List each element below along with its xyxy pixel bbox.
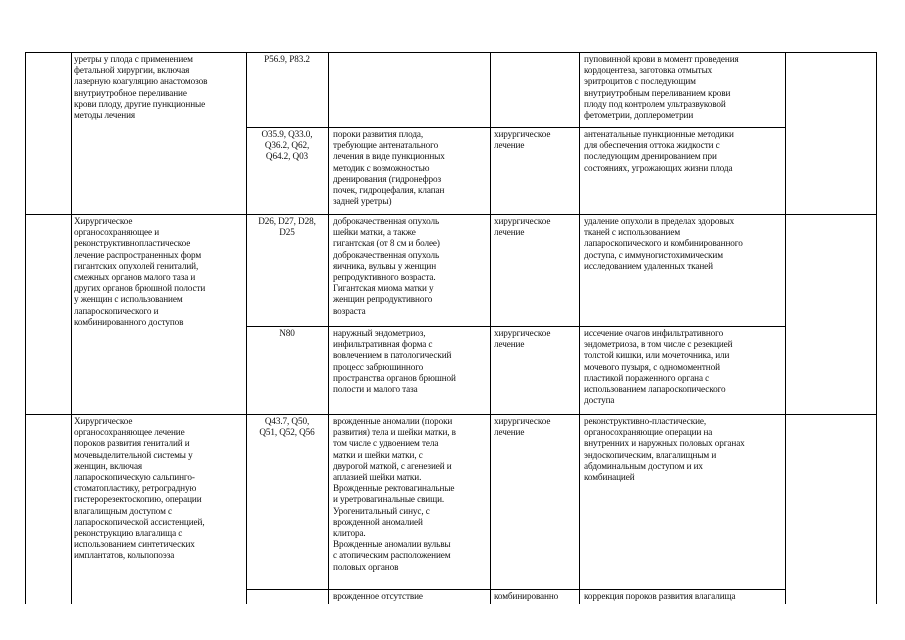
- icd-codes-cell: O35.9, Q33.0, Q36.2, Q62, Q64.2, Q03: [261, 129, 313, 162]
- procedure-name-cell: уретры у плода с применением фетальной хирургии, включая лазерную коагуляцию анастомозов внутриутробное переливание крови плоду, другие пункционные методы лечения: [74, 54, 208, 121]
- table-top-border: [25, 52, 876, 53]
- patient-model-cell: пороки развития плода, требующие антенатального лечения в виде пункционных методик с возможностью дренирования (гидронефроз почек, гидроцефалия, клапан задней уретры): [333, 129, 445, 207]
- table-right-border: [876, 52, 877, 604]
- row-divider: [25, 214, 876, 215]
- subrow-divider: [246, 326, 785, 327]
- table-left-border: [25, 52, 26, 604]
- column-divider: [71, 52, 72, 604]
- treatment-type-cell: хирургическое лечение: [494, 416, 551, 438]
- treatment-type-cell: хирургическое лечение: [494, 216, 551, 238]
- treatment-method-cell: реконструктивно-пластические, органосохраняющие операции на внутренних и наружных половых органах эндоскопическим, влагалищным и абдоминальным доступом и их комбинацией: [584, 416, 745, 483]
- patient-model-cell: врожденные аномалии (пороки развития) тела и шейки матки, в том числе с удвоением тела матки и шейки матки, с двурогой маткой, с агенезией и аплазией шейки матки. Врожденные ректовагинальные и уретровагинальные свищи. Урогенитальный синус, с врожденной аномалией клитора. Врожденные аномалии вульвы с атопическим расположением половых органов: [333, 416, 456, 572]
- treatment-type-cell: комбинированно: [494, 591, 559, 601]
- row-divider: [25, 414, 876, 415]
- treatment-method-cell: удаление опухоли в пределах здоровых тканей с использованием лапароскопического и комбинированного доступа, с иммуногистохимическим исследованием удаленных тканей: [584, 216, 743, 271]
- subrow-divider: [246, 589, 785, 590]
- column-divider: [579, 52, 580, 604]
- patient-model-cell: врожденное отсутствие: [333, 591, 423, 601]
- treatment-method-cell: антенатальные пункционные методики для обеспечения оттока жидкости с последующим дренированием при состояниях, угрожающих жизни плода: [584, 129, 734, 173]
- procedure-name-cell: Хирургическое органосохраняющее лечение пороков развития гениталий и мочевыделительной системы у женщин, включая лапароскопическую сальпинго- стоматопластику, ретроградную гистерорезектоскопию, операции влагалищным доступом с лапароскопической ассистенцией, реконструкцию влагалища с использованием синтетических имплантатов, кольпопоэза: [74, 416, 205, 561]
- column-divider: [785, 52, 786, 604]
- icd-codes-cell: P56.9, P83.2: [264, 54, 310, 64]
- icd-codes-cell: Q43.7, Q50, Q51, Q52, Q56: [259, 416, 315, 438]
- treatment-type-cell: хирургическое лечение: [494, 129, 551, 151]
- treatment-method-cell: иссечение очагов инфильтративного эндометриоза, в том числе с резекцией толстой кишки, или мочеточника, или мочевого пузыря, с одномоментной пластикой пораженного органа с использованием лапароскопического доступа: [584, 328, 733, 406]
- patient-model-cell: наружный эндометриоз, инфильтративная форма с вовлечением в патологический процесс забрюшинного пространства органов брюшной полости и малого таза: [333, 328, 456, 395]
- column-divider: [490, 52, 491, 604]
- treatment-method-cell: пуповинной крови в момент проведения кордоцентеза, заготовка отмытых эритроцитов с последующим внутриутробным переливанием крови плоду под контролем ультразвуковой фетометрии, доплерометрии: [584, 54, 739, 121]
- procedure-name-cell: Хирургическое органосохраняющее и реконструктивнопластическое лечение распространенных форм гигантских опухолей гениталий, смежных органов малого таза и других органов брюшной полости у женщин с использованием лапароскопического и комбинированного доступов: [74, 216, 206, 327]
- icd-codes-cell: D26, D27, D28, D25: [258, 216, 316, 238]
- column-divider: [328, 52, 329, 604]
- subrow-divider: [246, 127, 785, 128]
- patient-model-cell: доброкачественная опухоль шейки матки, а также гигантская (от 8 см и более) доброкачественная опухоль яичника, вульвы у женщин репродуктивного возраста. Гигантская миома матки у женщин репродуктивного возраста: [333, 216, 440, 316]
- treatment-method-cell: коррекция пороков развития влагалища: [584, 591, 736, 601]
- icd-codes-cell: N80: [279, 328, 295, 338]
- treatment-type-cell: хирургическое лечение: [494, 328, 551, 350]
